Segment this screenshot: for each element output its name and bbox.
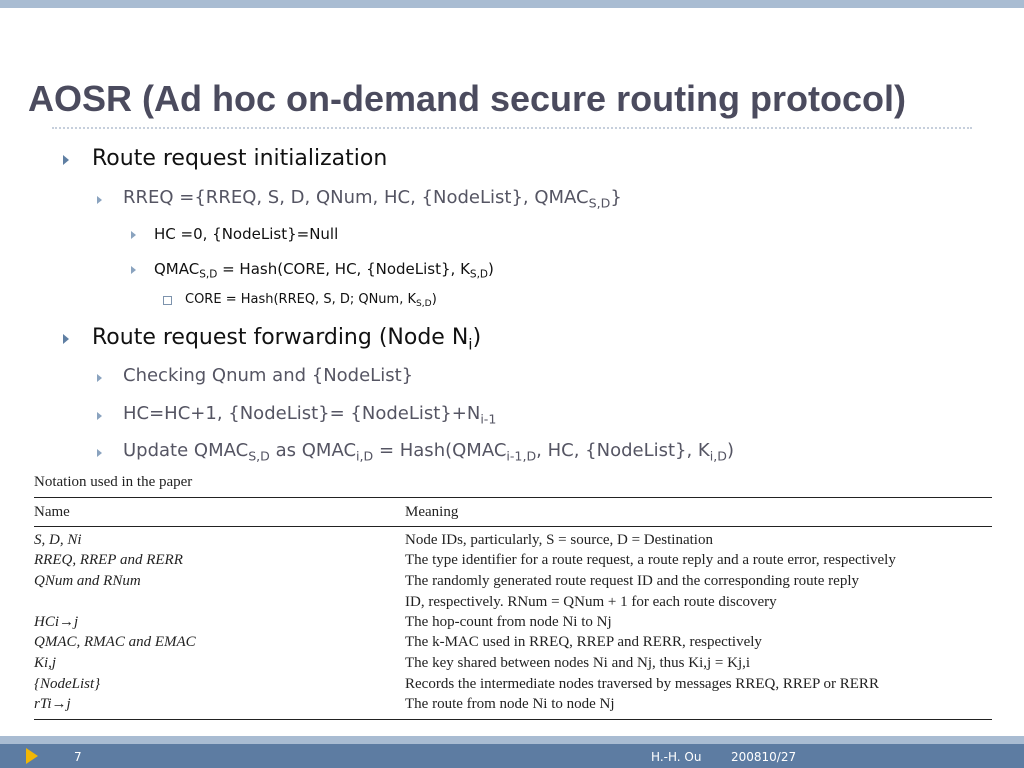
bullet-arrow-icon bbox=[97, 412, 102, 420]
bullet-hc-increment: HC=HC+1, {NodeList}= $\{NodeList\}+N_{i-1}$ bbox=[123, 403, 497, 427]
table-top-rule bbox=[34, 497, 992, 498]
bullet-square-icon bbox=[163, 296, 172, 305]
bullet-checking-qnum: Checking Qnum and {NodeList} bbox=[123, 365, 414, 386]
bullet-arrow-icon bbox=[131, 266, 136, 274]
table-row bbox=[34, 676, 992, 696]
row-meaning: Records the intermediate nodes traversed by messages RREQ, RREP or RERR bbox=[405, 676, 879, 692]
table-header-rule bbox=[34, 526, 992, 527]
column-header-name: Name bbox=[34, 504, 70, 520]
table-row bbox=[34, 594, 992, 614]
row-meaning: The randomly generated route request ID and the corresponding route reply bbox=[405, 573, 859, 589]
row-meaning: ID, respectively. RNum = QNum + 1 for each route discovery bbox=[405, 594, 777, 610]
row-meaning: The type identifier for a route request, a route reply and a route error, respectively bbox=[405, 552, 896, 568]
bullet-arrow-icon bbox=[131, 231, 136, 239]
bullet-rreq-format: RREQ ={RREQ, S, D, QNum, HC, {NodeList}, $QMAC_{S,D}$} bbox=[123, 187, 622, 211]
table-bottom-rule bbox=[34, 719, 992, 720]
play-icon[interactable] bbox=[26, 748, 38, 764]
row-name: QMAC, RMAC and EMAC bbox=[34, 634, 196, 650]
table-row bbox=[34, 614, 992, 634]
title-divider bbox=[52, 127, 972, 129]
top-accent-bar bbox=[0, 0, 1024, 8]
row-meaning: The key shared between nodes Ni and Nj, thus Ki,j = Kj,i bbox=[405, 655, 751, 671]
row-meaning: Node IDs, particularly, S = source, D = Destination bbox=[405, 532, 713, 548]
page-number: 7 bbox=[74, 750, 82, 764]
bullet-hc-init: HC =0, {NodeList}=Null bbox=[154, 225, 339, 243]
row-meaning: The hop-count from node Ni to Nj bbox=[405, 614, 612, 630]
bullet-core-hash: CORE = Hash(RREQ, S, D; QNum, $K_{S,D}$) bbox=[185, 292, 437, 310]
bullet-arrow-icon bbox=[97, 374, 102, 382]
bullet-update-qmac: Update $QMAC_{S,D}$ as $QMAC_{i,D}$ = $Hash(QMAC_{i-1,D}$, HC, {NodeList}, $K_{i,D}$) bbox=[123, 440, 734, 464]
bullet-arrow-icon bbox=[97, 449, 102, 457]
table-row bbox=[34, 532, 992, 552]
bullet-route-request-initialization: Route request initialization bbox=[92, 146, 388, 171]
footer-accent-band bbox=[0, 736, 1024, 744]
row-name: RREQ, RREP and RERR bbox=[34, 552, 183, 568]
row-meaning: The k-MAC used in RREQ, RREP and RERR, respectively bbox=[405, 634, 762, 650]
table-row bbox=[34, 573, 992, 593]
bullet-arrow-icon bbox=[63, 334, 69, 344]
row-name: S, D, Ni bbox=[34, 532, 82, 548]
footer-author: H.-H. Ou bbox=[651, 750, 702, 764]
row-name: QNum and RNum bbox=[34, 573, 141, 589]
slide-title: AOSR (Ad hoc on-demand secure routing protocol) bbox=[28, 78, 907, 119]
bullet-qmac-hash: $QMAC_{S,D}$ = Hash(CORE, HC, {NodeList}, $K_{S,D}$) bbox=[154, 260, 494, 281]
table-row bbox=[34, 552, 992, 572]
table-caption: Notation used in the paper bbox=[34, 474, 193, 490]
row-name: rTi→j bbox=[34, 696, 71, 712]
table-row bbox=[34, 655, 992, 675]
table-row bbox=[34, 634, 992, 654]
row-name: HCi→j bbox=[34, 614, 79, 630]
bullet-route-request-forwarding: Route request forwarding (Node $N_i$) bbox=[92, 325, 482, 354]
bullet-arrow-icon bbox=[63, 155, 69, 165]
footer-main-bar bbox=[0, 744, 1024, 768]
row-meaning: The route from node Ni to node Nj bbox=[405, 696, 615, 712]
row-name: {NodeList} bbox=[34, 676, 101, 692]
table-row bbox=[34, 696, 992, 716]
bullet-arrow-icon bbox=[97, 196, 102, 204]
row-name: Ki,j bbox=[34, 655, 57, 671]
column-header-meaning: Meaning bbox=[405, 504, 459, 520]
footer-date: 200810/27 bbox=[731, 750, 797, 764]
